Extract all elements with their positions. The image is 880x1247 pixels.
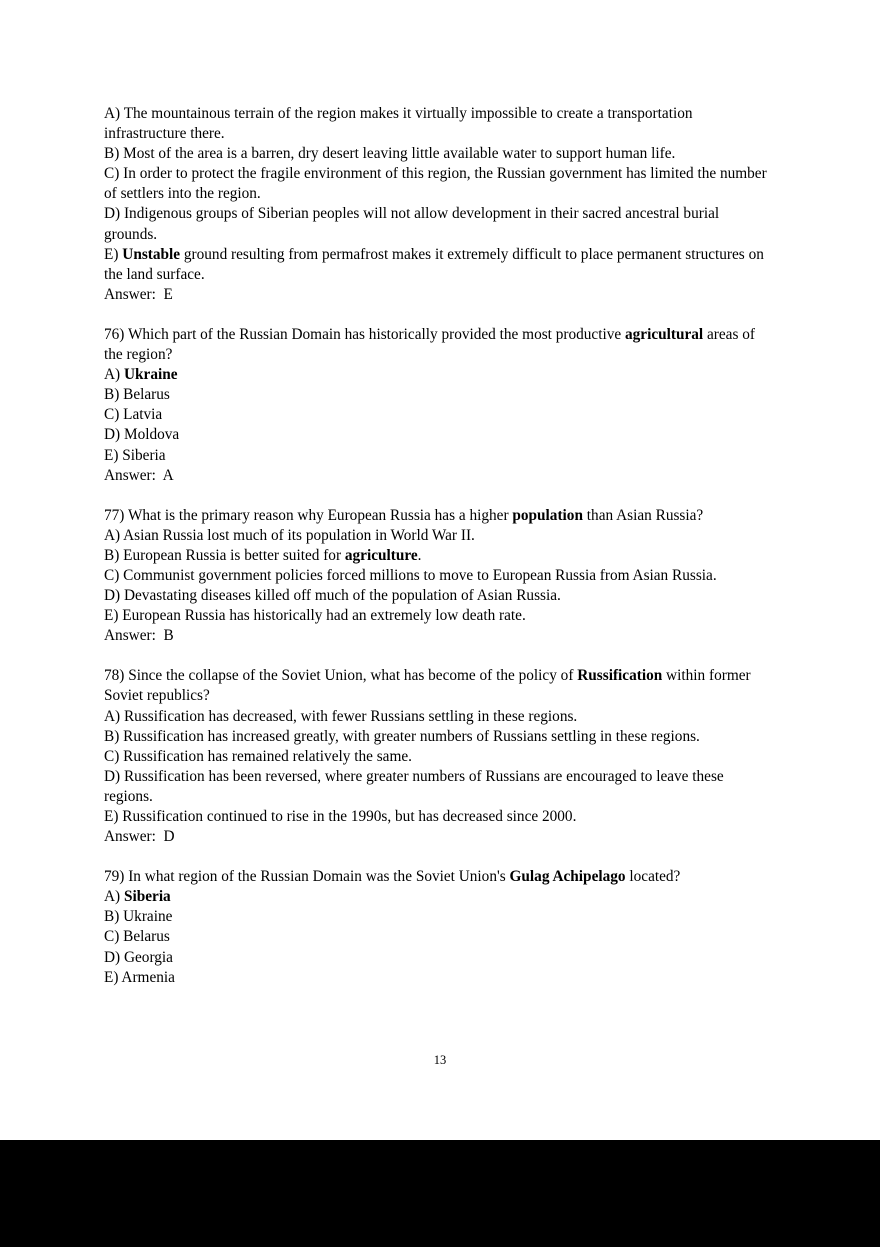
option-a: A) The mountainous terrain of the region makes it virtually impossible to create a transportation infrastructure there. [104, 105, 697, 143]
option-e: E) Siberia [104, 446, 166, 464]
option-b [104, 546, 776, 566]
page-number: 13 [433, 1053, 447, 1067]
question-block-76 [104, 325, 776, 486]
option-a: A) Asian Russia lost much of its population in World War II. [104, 526, 475, 544]
option-a-emphasis: Siberia [123, 888, 171, 906]
option-c: C) Belarus [104, 928, 170, 946]
option-b-suffix: . [417, 546, 422, 564]
option-c: C) Russification has remained relatively the same. [104, 747, 412, 765]
option-b: B) Ukraine [104, 908, 173, 926]
stem-emphasis: Gulag Achipelago [509, 868, 626, 886]
option-e-prefix: E) [104, 245, 123, 263]
stem-emphasis: Russification [577, 667, 663, 685]
option-c: C) Communist government policies forced millions to move to European Russia from Asian Russia. [104, 566, 717, 584]
stem-emphasis: agricultural [624, 325, 704, 343]
option-e-emphasis: Unstable [122, 245, 181, 263]
stem-suffix: areas of the region? [104, 325, 759, 364]
stem-emphasis: population [512, 506, 583, 524]
option-a-emphasis: Ukraine [123, 366, 178, 384]
stem-suffix: than Asian Russia? [582, 506, 704, 524]
option-e [104, 245, 776, 285]
stem-prefix: 78) Since the collapse of the Soviet Union, what has become of the policy of [104, 667, 578, 685]
option-d: D) Indigenous groups of Siberian peoples will not allow development in their sacred ancestral burial grounds. [104, 205, 723, 243]
stem-prefix: 77) What is the primary reason why European Russia has a higher [104, 506, 513, 524]
option-d: D) Georgia [104, 948, 173, 966]
option-c: C) In order to protect the fragile environment of this region, the Russian government has limited the number of settlers into the region. [104, 165, 771, 203]
question-block-75 [104, 104, 776, 305]
question-stem [104, 506, 776, 526]
stem-prefix: 76) Which part of the Russian Domain has historically provided the most productive [104, 325, 625, 343]
option-b-emphasis: agriculture [344, 546, 418, 564]
stem-suffix: located? [625, 868, 681, 886]
block-spacer [104, 305, 776, 325]
answer-line: Answer: A [104, 466, 174, 484]
option-d: D) Devastating diseases killed off much of the population of Asian Russia. [104, 587, 561, 605]
document-body [104, 104, 776, 988]
question-stem [104, 325, 776, 365]
block-spacer [104, 486, 776, 506]
option-a [104, 887, 776, 907]
option-e: E) Armenia [104, 968, 175, 986]
option-e: E) Russification continued to rise in the 1990s, but has decreased since 2000. [104, 808, 577, 825]
option-a-prefix: A) [104, 888, 124, 906]
stem-suffix: within former Soviet republics? [104, 667, 755, 705]
option-b: B) Russification has increased greatly, with greater numbers of Russians settling in these regions. [104, 727, 700, 745]
block-spacer [104, 847, 776, 867]
option-a [104, 365, 776, 385]
option-e: E) European Russia has historically had an extremely low death rate. [104, 607, 526, 625]
question-block-79 [104, 867, 776, 988]
option-a-prefix: A) [104, 366, 124, 384]
answer-line: Answer: D [104, 828, 175, 846]
option-c: C) Latvia [104, 406, 163, 424]
question-stem [104, 867, 776, 887]
block-spacer [104, 646, 776, 666]
option-b: B) Most of the area is a barren, dry desert leaving little available water to support human life. [104, 145, 676, 163]
question-block-78 [104, 666, 776, 847]
question-stem [104, 666, 776, 706]
option-b-prefix: B) European Russia is better suited for [104, 546, 345, 564]
stem-prefix: 79) In what region of the Russian Domain was the Soviet Union's [104, 868, 510, 886]
footer-bar [0, 1140, 880, 1247]
option-a: A) Russification has decreased, with fewer Russians settling in these regions. [104, 707, 578, 725]
answer-line: Answer: E [104, 285, 173, 303]
option-b: B) Belarus [104, 386, 170, 404]
option-d: D) Russification has been reversed, where greater numbers of Russians are encouraged to leave these regions. [104, 767, 728, 805]
question-block-77 [104, 506, 776, 647]
option-e-text: ground resulting from permafrost makes it extremely difficult to place permanent structures on the land surface. [104, 245, 768, 283]
option-d: D) Moldova [104, 426, 180, 444]
answer-line: Answer: B [104, 627, 174, 645]
